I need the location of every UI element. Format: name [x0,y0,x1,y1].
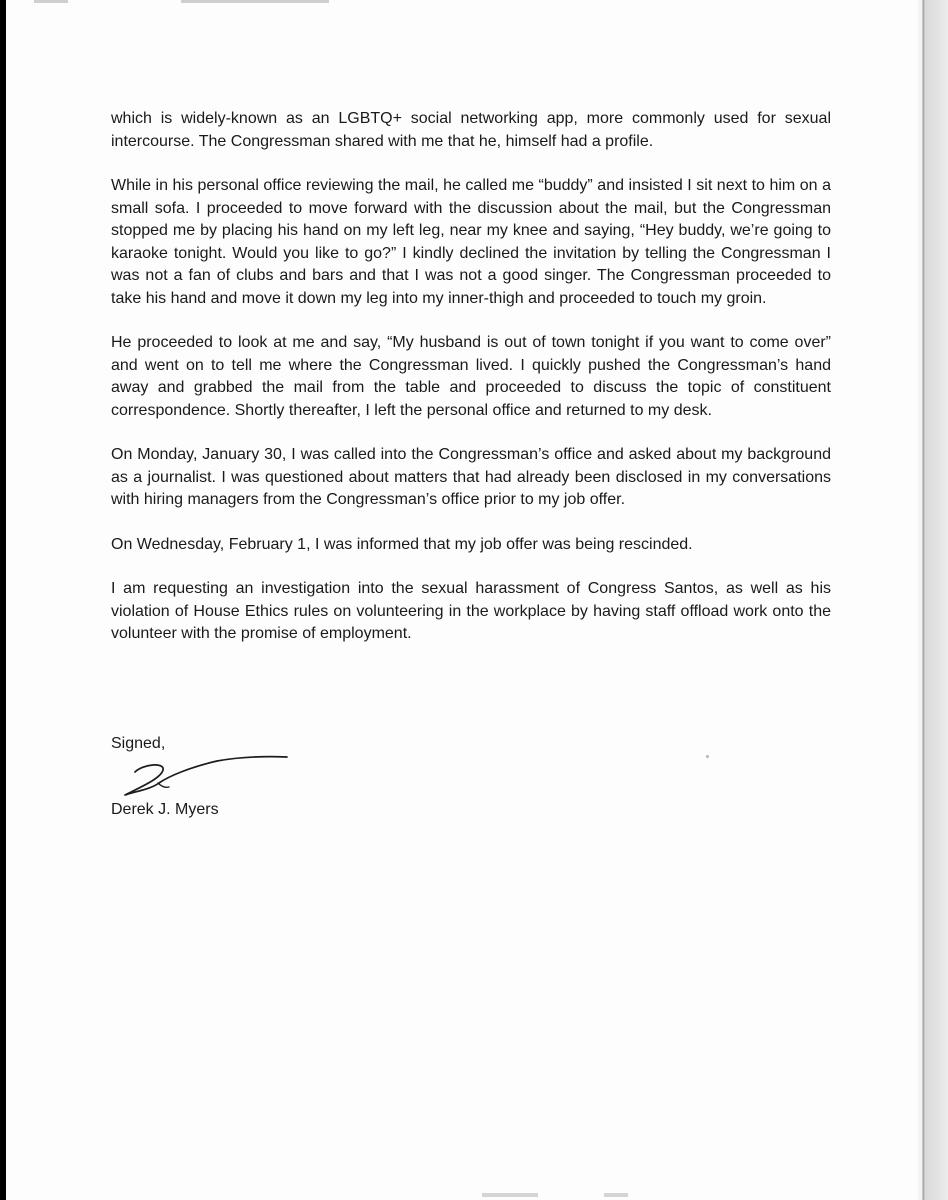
scan-speck [706,755,709,758]
scan-artifact-top [181,0,329,3]
handwritten-signature [121,753,291,803]
paragraph-sofa-incident: While in his personal office reviewing the mail, he called me “buddy” and insisted I sit next to him on a small sofa. I proceeded to move forward with the discussion about the mail, but the Congressman stopped me by placing his hand on my left leg, near my knee and saying, “Hey buddy, we’re going to karaoke tonight. Would you like to go?” I kindly declined the invitation by telling the Congressman I was not a fan of clubs and bars and that I was not a good singer. The Congressman proceeded to take his hand and move it down my leg into my inner-thigh and proceeded to touch my groin. [111,177,831,307]
paragraph-app-profile: which is widely-known as an LGBTQ+ social networking app, more commonly used for sexual intercourse. The Congressman shared with me that he, himself had a profile. [111,110,831,150]
scan-artifact-top [34,0,68,3]
closing-line: Signed, [111,735,166,752]
page-right-edge [918,0,948,1200]
scan-artifact-bottom [482,1193,538,1197]
paragraph-husband-remark: He proceeded to look at me and say, “My husband is out of town tonight if you want to come over” and went on to tell me where the Congressman lived. I quickly pushed the Congressman’s hand away and grabbed the mail from the table and proceeded to discuss the topic of constituent correspondence. Shortly thereafter, I left the personal office and returned to my desk. [111,334,831,419]
letter-page [6,0,918,1200]
scan-artifact-bottom [604,1193,628,1197]
paragraph-investigation-request: I am requesting an investigation into the sexual harassment of Congress Santos, as well as his violation of House Ethics rules on volunteering in the workplace by having staff offload work onto the volunteer with the promise of employment. [111,580,831,642]
signer-name: Derek J. Myers [111,801,219,818]
paragraph-offer-rescinded: On Wednesday, February 1, I was informed that my job offer was being rescinded. [111,535,693,553]
paragraph-january-meeting: On Monday, January 30, I was called into the Congressman’s office and asked about my background as a journalist. I was questioned about matters that had already been disclosed in my conversations with hiring managers from the Congressman’s office prior to my job offer. [111,446,831,508]
letter-body [111,108,831,668]
